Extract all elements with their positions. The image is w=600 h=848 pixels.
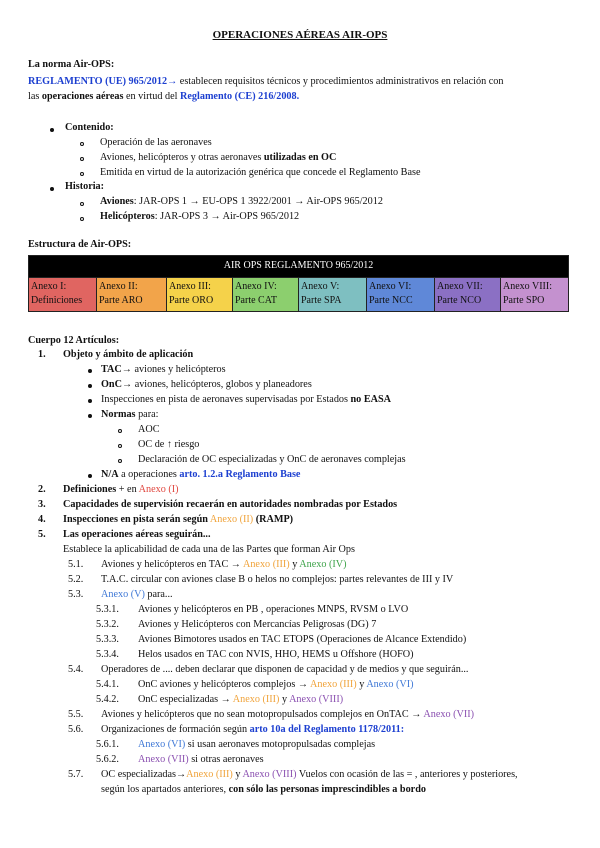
subsection-text: Aviones y Helicópteros con Mercancías Peligrosas (DG) 7 [138,619,377,630]
subsection-number: 5.6.1. [96,739,119,750]
circle-bullet-icon [118,429,122,433]
intro-text: en virtud del [126,91,178,102]
annex-cell: Anexo II: Parte ARO [97,277,167,311]
tac-item: TAC→ aviones y helicópteros [101,364,226,375]
section-number: 5.5. [68,709,84,720]
bullet-icon [50,187,54,191]
arrow-icon: → [167,76,178,87]
section-5-1: Aviones y helicópteros en TAC → Anexo (III) y Anexo (IV) [101,559,347,570]
article-number: 4. [38,514,46,525]
subsection-number: 5.4.1. [96,679,119,690]
article-number: 3. [38,499,46,510]
circle-bullet-icon [80,217,84,221]
circle-bullet-icon [80,172,84,176]
subsection-text: Aviones Bimotores usados en TAC ETOPS (Operaciones de Alcance Extendido) [138,634,467,645]
section-number: 5.1. [68,559,84,570]
intro-bold: operaciones aéreas [41,91,124,102]
subsection-5-6-2: Anexo (VII) si otras aeronaves [138,754,264,765]
article-number: 5. [38,529,46,540]
section-5-7: OC especializadas→Anexo (III) y Anexo (VIII) Vuelos con ocasión de las = , anteriores y posteriores, [101,769,518,780]
reglamento-base-link[interactable]: arto. 1.2.a Reglamento Base [179,469,301,480]
section-number: 5.6. [68,724,84,735]
circle-bullet-icon [118,459,122,463]
subsection-5-6-1: Anexo (VI) si usan aeronaves motopropulsadas complejas [138,739,376,750]
subsection-5-4-2: OnC especializadas → Anexo (III) y Anexo (VIII) [138,694,344,705]
article-5: Las operaciones aéreas seguirán... [63,529,211,540]
subsection-number: 5.3.3. [96,634,119,645]
section-5-4: Operadores de .... deben declarar que disponen de capacidad y de medios y que seguirán... [101,664,469,675]
contenido-item: Aviones, helicópteros y otras aeronaves utilizadas en OC [100,152,337,163]
page-title: OPERACIONES AÉREAS AIR-OPS [212,29,388,41]
contenido-item: Operación de las aeronaves [100,137,212,148]
bullet-icon [88,414,92,418]
normas-subitem: AOC [138,424,160,435]
section-5-5: Aviones y helicópteros que no sean motopropulsados complejos en OnTAC → Anexo (VII) [101,709,475,720]
section-number: 5.4. [68,664,84,675]
onc-item: OnC→ aviones, helicópteros, globos y planeadores [101,379,312,390]
subsection-number: 5.3.2. [96,619,119,630]
article-4: Inspecciones en pista serán según Anexo (II) (RAMP) [63,514,294,525]
article-number: 2. [38,484,46,495]
historia-label: Historia: [65,181,105,192]
intro-line-2 [28,90,299,103]
circle-bullet-icon [80,157,84,161]
circle-bullet-icon [80,202,84,206]
bullet-icon [88,474,92,478]
normas-subitem: OC de ↑ riesgo [138,439,200,450]
annex-cell: Anexo VI: Parte NCC [367,277,435,311]
section-number: 5.7. [68,769,84,780]
annex-cell: Anexo V: Parte SPA [299,277,367,311]
historia-item: Helicópteros: JAR-OPS 3 → Air-OPS 965/2012 [100,211,300,222]
bullet-icon [88,399,92,403]
section-5-3: Anexo (V) para... [101,589,173,600]
contenido-item: Emitida en virtud de la autorización genérica que concede el Reglamento Base [100,167,421,178]
section-number: 5.3. [68,589,84,600]
intro-text: las [28,91,40,102]
article-2: Definiciones + en Anexo (I) [63,484,179,495]
circle-bullet-icon [80,142,84,146]
subsection-number: 5.4.2. [96,694,119,705]
annex-cell: Anexo VII: Parte NCO [435,277,501,311]
contenido-label: Contenido: [65,122,114,133]
intro-line-1 [28,75,503,88]
annex-cell: Anexo VIII: Parte SPO [501,277,569,311]
normas-item: Normas para: [101,409,159,420]
bullet-icon [50,128,54,132]
section-5-2: T.A.C. circular con aviones clase B o helos no complejos: partes relevantes de III y IV [101,574,454,585]
na-item: N/A a operaciones arto. 1.2.a Reglamento Base [101,469,301,480]
article-5-intro: Establece la aplicabilidad de cada una de las Partes que forman Air Ops [63,544,355,555]
norma-heading: La norma Air-OPS: [28,59,115,70]
bullet-icon [88,384,92,388]
section-number: 5.2. [68,574,84,585]
annex-table [28,255,569,312]
table-title: AIR OPS REGLAMENTO 965/2012 [29,256,569,278]
reglamento-965-link[interactable]: REGLAMENTO (UE) 965/2012 [28,76,168,87]
section-5-6: Organizaciones de formación según arto 10a del Reglamento 1178/2011: [101,724,405,735]
bullet-icon [88,369,92,373]
article-1-title: Objeto y ámbito de aplicación [63,349,194,360]
subsection-number: 5.3.1. [96,604,119,615]
subsection-text: Helos usados en TAC con NVIS, HHO, HEMS u Offshore (HOFO) [138,649,414,660]
article-3: Capacidades de supervisión recaerán en autoridades nombradas por Estados [63,499,398,510]
subsection-number: 5.6.2. [96,754,119,765]
annex-cell: Anexo IV: Parte CAT [233,277,299,311]
reglamento-1178-link[interactable]: arto 10a del Reglamento 1178/2011: [249,724,405,735]
subsection-number: 5.3.4. [96,649,119,660]
historia-item: Aviones: JAR-OPS 1 → EU-OPS 1 3922/2001 → Air-OPS 965/2012 [100,196,383,207]
normas-subitem: Declaración de OC especializadas y OnC de aeronaves complejas [138,454,406,465]
subsection-5-4-1: OnC aviones y helicópteros complejos → Anexo (III) y Anexo (VI) [138,679,414,690]
cuerpo-heading: Cuerpo 12 Artículos: [28,335,120,346]
estructura-heading: Estructura de Air-OPS: [28,239,132,250]
annex-cell: Anexo III: Parte ORO [167,277,233,311]
reglamento-216-link[interactable]: Reglamento (CE) 216/2008. [180,91,300,102]
article-number: 1. [38,349,46,360]
subsection-text: Aviones y helicópteros en PB , operaciones MNPS, RVSM o LVO [138,604,409,615]
annex-cell: Anexo I: Definiciones [29,277,97,311]
circle-bullet-icon [118,444,122,448]
section-5-7-line-2: según los apartados anteriores, con sólo las personas imprescindibles a bordo [101,784,426,795]
intro-text: establecen requisitos técnicos y procedimientos administrativos en relación con [179,76,504,87]
inspecciones-item: Inspecciones en pista de aeronaves supervisadas por Estados no EASA [101,394,391,405]
